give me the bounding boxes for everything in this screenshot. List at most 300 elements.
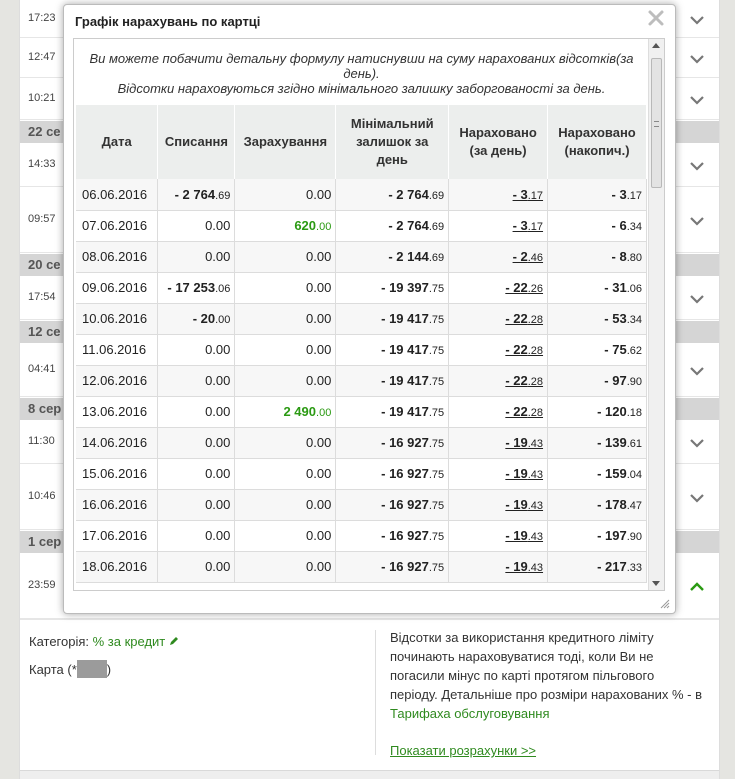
transaction-time: 17:23	[28, 12, 56, 24]
debit-cell	[158, 241, 235, 272]
card-suffix: )	[106, 662, 112, 677]
amount-integer: - 6	[611, 218, 627, 233]
date-cell: 08.06.2016	[76, 241, 158, 272]
cumulative-cell	[548, 365, 647, 396]
amount	[597, 466, 642, 481]
amount	[306, 497, 331, 512]
amount-integer: 0.00	[205, 249, 231, 264]
amount-integer: 0.00	[306, 466, 332, 481]
amount-integer: - 22	[505, 342, 528, 357]
transaction-time: 10:46	[28, 490, 56, 502]
close-icon[interactable]	[646, 8, 666, 28]
amount-integer: - 2 764	[174, 186, 216, 202]
cumulative-cell	[548, 427, 647, 458]
amount	[381, 280, 444, 295]
credit-cell	[235, 520, 336, 551]
amount	[597, 497, 642, 512]
daily-cell[interactable]	[449, 551, 548, 582]
cumulative-cell	[548, 458, 647, 489]
amount-integer: - 3	[512, 186, 528, 202]
daily-cell[interactable]	[449, 458, 548, 489]
amount-decimals: .47	[626, 500, 642, 512]
amount	[306, 187, 331, 202]
amount	[205, 559, 230, 574]
amount-decimals: .17	[527, 221, 544, 233]
debit-cell	[158, 396, 235, 427]
amount	[306, 280, 331, 295]
table-row	[76, 179, 647, 210]
amount	[175, 187, 231, 202]
daily-charge-link[interactable]	[505, 528, 543, 543]
credit-cell	[235, 303, 336, 334]
amount-integer: - 22	[505, 404, 528, 419]
amount-decimals: .62	[626, 345, 642, 357]
debit-cell	[158, 551, 235, 582]
amount-decimals: .80	[626, 252, 642, 264]
amount-decimals: .69	[428, 189, 445, 202]
amount-integer: - 53	[604, 311, 627, 326]
card-line	[29, 656, 179, 684]
show-calculations-link[interactable]: Показати розрахунки >>	[390, 743, 537, 758]
date-cell: 09.06.2016	[76, 272, 158, 303]
amount	[604, 311, 642, 326]
amount-decimals: .75	[428, 562, 445, 574]
amount-integer: - 31	[604, 280, 627, 295]
min-balance-cell	[336, 551, 449, 582]
daily-charge-link[interactable]	[505, 311, 543, 326]
amount	[283, 404, 331, 419]
amount	[612, 249, 642, 264]
daily-charge-link[interactable]	[513, 218, 543, 233]
amount-decimals: .28	[527, 314, 544, 326]
cumulative-cell	[548, 551, 647, 582]
credit-cell	[235, 396, 336, 427]
amount	[381, 311, 444, 326]
details-divider	[375, 630, 376, 755]
amount-integer: - 16 927	[381, 497, 429, 512]
cumulative-cell	[548, 334, 647, 365]
amount-integer: 0.00	[306, 280, 332, 295]
daily-cell[interactable]	[449, 303, 548, 334]
min-balance-cell	[336, 241, 449, 272]
amount-decimals: .34	[626, 314, 642, 326]
vertical-scrollbar[interactable]	[648, 39, 664, 590]
chevron-down-icon[interactable]	[689, 14, 705, 24]
amount	[205, 404, 230, 419]
amount	[193, 311, 231, 326]
amount	[205, 497, 230, 512]
card-label: Карта (*	[29, 662, 77, 677]
amount-decimals: .75	[428, 314, 445, 326]
scroll-up-icon[interactable]	[652, 43, 660, 48]
amount-decimals: .46	[527, 252, 544, 264]
amount-decimals: .28	[527, 376, 544, 388]
amount-integer: - 139	[597, 435, 627, 450]
scroll-down-icon[interactable]	[652, 581, 660, 586]
daily-cell[interactable]	[449, 179, 548, 210]
amount	[388, 218, 444, 233]
amount-integer: - 2 764	[388, 186, 429, 202]
daily-cell[interactable]	[449, 210, 548, 241]
amount	[381, 435, 444, 450]
cumulative-cell	[548, 303, 647, 334]
table-row	[76, 489, 647, 520]
amount-integer: - 20	[192, 311, 216, 326]
amount-integer: - 16 927	[381, 559, 429, 574]
amount-integer: - 97	[604, 373, 627, 388]
min-balance-cell	[336, 179, 449, 210]
dialog-title: Графік нарахувань по картці	[75, 14, 261, 29]
amount	[306, 249, 331, 264]
amount	[306, 435, 331, 450]
amount-integer: - 16 927	[381, 435, 429, 450]
amount-decimals: .26	[527, 283, 544, 295]
amount-integer: 0.00	[306, 249, 332, 264]
amount-decimals: .75	[428, 438, 445, 450]
amount	[381, 404, 444, 419]
amount-decimals: .17	[527, 189, 544, 202]
amount-decimals: .75	[428, 407, 445, 419]
chevron-down-icon[interactable]	[689, 94, 705, 104]
daily-cell[interactable]	[449, 241, 548, 272]
amount	[205, 342, 230, 357]
transaction-time: 04:41	[28, 363, 56, 375]
min-balance-cell	[336, 396, 449, 427]
min-balance-cell	[336, 334, 449, 365]
interest-info-text: Відсотки за використання кредитного ліміту починають нараховуватися тоді, коли Ви не погасили мінус по карті протягом пільгового періоду. Детальніше про розміри нарахованих % - в	[390, 630, 703, 702]
table-header-row	[76, 105, 647, 179]
credit-cell	[235, 272, 336, 303]
category-link[interactable]: % за кредит	[92, 634, 166, 649]
transaction-time: 09:57	[28, 213, 56, 225]
resize-grip-icon[interactable]	[658, 597, 670, 609]
cumulative-cell	[548, 520, 647, 551]
transaction-time: 12:47	[28, 51, 56, 63]
chevron-down-icon[interactable]	[689, 492, 705, 502]
amount-integer: - 22	[505, 280, 528, 295]
amount-integer: - 19	[505, 497, 528, 512]
amount-decimals: .18	[626, 407, 642, 419]
chevron-down-icon[interactable]	[689, 215, 705, 225]
amount-integer: 2 490	[283, 404, 317, 419]
accruals-schedule-dialog	[63, 4, 676, 614]
date-cell: 12.06.2016	[76, 365, 158, 396]
daily-charge-link[interactable]	[505, 435, 543, 450]
chevron-down-icon[interactable]	[689, 365, 705, 375]
amount	[205, 466, 230, 481]
amount-integer: 0.00	[306, 497, 332, 512]
amount	[597, 404, 642, 419]
daily-charge-link[interactable]	[505, 373, 543, 388]
table-row	[76, 458, 647, 489]
debit-cell	[158, 365, 235, 396]
amount	[306, 528, 331, 543]
amount	[612, 218, 642, 233]
transaction-time: 14:33	[28, 158, 56, 170]
amount-integer: - 19 417	[381, 311, 429, 326]
amount	[381, 559, 444, 574]
amount-integer: 0.00	[306, 528, 332, 543]
cumulative-cell	[548, 179, 647, 210]
amount	[381, 466, 444, 481]
table-row	[76, 551, 647, 582]
details-right	[390, 628, 705, 760]
amount-integer: - 120	[597, 404, 627, 419]
amount-integer: 0.00	[205, 218, 231, 233]
amount-integer: - 19 417	[381, 342, 429, 357]
amount-integer: 0.00	[306, 559, 332, 574]
amount-integer: - 178	[597, 497, 627, 512]
amount-decimals: .69	[428, 221, 445, 233]
date-cell: 10.06.2016	[76, 303, 158, 334]
amount	[167, 280, 230, 295]
amount	[597, 528, 642, 543]
table-row	[76, 272, 647, 303]
date-cell: 14.06.2016	[76, 427, 158, 458]
daily-cell[interactable]	[449, 427, 548, 458]
amount-integer: 0.00	[205, 435, 231, 450]
amount-integer: - 16 927	[381, 528, 429, 543]
amount-decimals: .69	[215, 189, 231, 202]
bottom-bar	[20, 770, 719, 779]
amount-decimals: .17	[626, 189, 642, 202]
show-calculations	[390, 741, 705, 760]
debit-cell	[158, 520, 235, 551]
min-balance-cell	[336, 210, 449, 241]
amount	[597, 435, 642, 450]
amount-integer: - 19	[505, 528, 528, 543]
date-group-header: 12 се	[20, 321, 719, 343]
amount-integer: 0.00	[205, 404, 231, 419]
min-balance-cell	[336, 489, 449, 520]
amount	[306, 311, 331, 326]
schedule-scroll-area[interactable]	[73, 38, 665, 591]
amount-integer: 0.00	[205, 559, 231, 574]
table-row	[76, 241, 647, 272]
daily-cell[interactable]	[449, 365, 548, 396]
amount-integer: 0.00	[306, 342, 332, 357]
masked-card-number	[77, 660, 107, 678]
amount-integer: 0.00	[205, 528, 231, 543]
min-balance-cell	[336, 520, 449, 551]
min-balance-cell	[336, 272, 449, 303]
transaction-time: 17:54	[28, 291, 56, 303]
amount-decimals: .75	[428, 345, 445, 357]
amount	[306, 559, 331, 574]
debit-cell	[158, 489, 235, 520]
cumulative-cell	[548, 396, 647, 427]
amount-decimals: .75	[428, 283, 445, 295]
table-row	[76, 427, 647, 458]
daily-charge-link[interactable]	[513, 249, 543, 264]
daily-cell[interactable]	[449, 272, 548, 303]
amount-integer: 0.00	[306, 435, 332, 450]
amount	[388, 187, 444, 202]
daily-charge-link[interactable]	[505, 280, 543, 295]
amount-decimals: .43	[527, 500, 544, 512]
daily-charge-link[interactable]	[505, 497, 543, 512]
amount	[306, 466, 331, 481]
amount-decimals: .69	[428, 252, 445, 264]
amount	[205, 373, 230, 388]
intro-line-2: Відсотки нараховуються згідно мінімального залишку заборгованості за день.	[117, 81, 606, 96]
amount-integer: 620	[294, 218, 317, 233]
amount-integer: - 19 397	[381, 280, 429, 295]
amount	[612, 187, 642, 202]
amount-integer: - 16 927	[381, 466, 429, 481]
date-cell: 18.06.2016	[76, 551, 158, 582]
min-balance-cell	[336, 458, 449, 489]
amount-integer: 0.00	[306, 373, 332, 388]
amount-decimals: .43	[527, 469, 544, 481]
daily-cell[interactable]	[449, 520, 548, 551]
credit-cell	[235, 551, 336, 582]
debit-cell	[158, 303, 235, 334]
date-group-header: 22 се	[20, 121, 719, 143]
amount	[604, 342, 642, 357]
chevron-down-icon[interactable]	[689, 160, 705, 170]
amount-decimals: .61	[626, 438, 642, 450]
amount-decimals: .06	[215, 283, 231, 295]
daily-charge-link[interactable]	[505, 559, 543, 574]
amount-integer: - 2 144	[388, 249, 429, 264]
debit-cell	[158, 427, 235, 458]
amount	[205, 435, 230, 450]
amount-decimals: .75	[428, 531, 445, 543]
amount-integer: - 19	[505, 435, 528, 450]
daily-charge-link[interactable]	[505, 466, 543, 481]
amount-integer: - 8	[611, 249, 627, 264]
scrollbar-thumb[interactable]	[651, 58, 662, 188]
amount-integer: - 19	[505, 559, 528, 574]
intro-text	[74, 51, 649, 96]
amount-integer: - 2 764	[388, 218, 429, 233]
amount-decimals: .75	[428, 376, 445, 388]
amount-integer: - 159	[597, 466, 627, 481]
date-group-header: 8 сер	[20, 398, 719, 420]
table-row	[76, 210, 647, 241]
table-row	[76, 334, 647, 365]
chevron-down-icon[interactable]	[689, 53, 705, 63]
tariff-link[interactable]: Тарифаха обслуговування	[390, 706, 550, 721]
amount	[205, 528, 230, 543]
amount-decimals: .90	[626, 531, 642, 543]
amount-integer: - 3	[611, 186, 627, 202]
table-row	[76, 520, 647, 551]
amount	[205, 218, 230, 233]
date-cell: 06.06.2016	[76, 179, 158, 210]
amount	[294, 218, 331, 233]
daily-cell[interactable]	[449, 334, 548, 365]
cumulative-cell	[548, 241, 647, 272]
min-balance-cell	[336, 365, 449, 396]
daily-charge-link[interactable]	[513, 187, 543, 202]
credit-cell	[235, 365, 336, 396]
category-line	[29, 628, 179, 656]
cumulative-cell	[548, 489, 647, 520]
amount-integer: - 197	[597, 528, 627, 543]
amount-integer: - 22	[505, 373, 528, 388]
amount-integer: - 75	[604, 342, 627, 357]
amount-decimals: .43	[527, 531, 544, 543]
credit-cell	[235, 458, 336, 489]
cumulative-cell	[548, 210, 647, 241]
transaction-details	[20, 619, 719, 769]
amount-integer: - 22	[505, 311, 528, 326]
min-balance-cell	[336, 427, 449, 458]
credit-cell	[235, 334, 336, 365]
credit-cell	[235, 489, 336, 520]
amount-integer: 0.00	[306, 186, 332, 202]
amount-decimals: .06	[626, 283, 642, 295]
table-row	[76, 303, 647, 334]
date-cell: 15.06.2016	[76, 458, 158, 489]
transaction-time: 11:30	[28, 435, 55, 447]
date-group-header: 20 се	[20, 254, 719, 276]
table-row	[76, 396, 647, 427]
daily-charge-link[interactable]	[505, 342, 543, 357]
column-header: Дата	[76, 105, 158, 179]
debit-cell	[158, 272, 235, 303]
pencil-icon[interactable]	[165, 634, 179, 649]
amount-integer: 0.00	[205, 497, 231, 512]
column-header: Нараховано (накопич.)	[548, 105, 647, 179]
date-cell: 07.06.2016	[76, 210, 158, 241]
debit-cell	[158, 179, 235, 210]
amount-integer: - 217	[597, 559, 627, 574]
amount-integer: 0.00	[205, 373, 231, 388]
amount-decimals: .00	[316, 221, 332, 233]
amount-integer: 0.00	[205, 466, 231, 481]
interest-info	[390, 628, 705, 723]
amount-decimals: .75	[428, 500, 445, 512]
chevron-up-icon[interactable]	[689, 581, 705, 591]
date-cell: 17.06.2016	[76, 520, 158, 551]
chevron-down-icon[interactable]	[689, 437, 705, 447]
amount-integer: - 19	[505, 466, 528, 481]
credit-cell	[235, 179, 336, 210]
accruals-table	[76, 105, 647, 583]
amount-decimals: .28	[527, 407, 544, 419]
debit-cell	[158, 210, 235, 241]
daily-cell[interactable]	[449, 396, 548, 427]
column-header: Мінімальний залишок за день	[336, 105, 449, 179]
amount-integer: - 2	[512, 249, 528, 264]
daily-charge-link[interactable]	[505, 404, 543, 419]
amount	[604, 280, 642, 295]
intro-line-1: Ви можете побачити детальну формулу натиснувши на суму нарахованих відсотків(за день).	[89, 51, 634, 81]
amount	[388, 249, 444, 264]
date-group-header: 1 сер	[20, 531, 719, 553]
amount	[205, 249, 230, 264]
amount-decimals: .34	[626, 221, 642, 233]
amount	[381, 528, 444, 543]
column-header: Списання	[158, 105, 235, 179]
chevron-down-icon[interactable]	[689, 293, 705, 303]
amount	[381, 342, 444, 357]
amount-decimals: .33	[626, 562, 642, 574]
amount-decimals: .00	[316, 407, 332, 419]
amount-decimals: .00	[215, 314, 231, 326]
amount	[381, 373, 444, 388]
amount-integer: 0.00	[205, 342, 231, 357]
credit-cell	[235, 210, 336, 241]
amount-decimals: .43	[527, 438, 544, 450]
daily-cell[interactable]	[449, 489, 548, 520]
amount-integer: - 19 417	[381, 373, 429, 388]
amount-integer: - 19 417	[381, 404, 429, 419]
amount-decimals: .90	[626, 376, 642, 388]
